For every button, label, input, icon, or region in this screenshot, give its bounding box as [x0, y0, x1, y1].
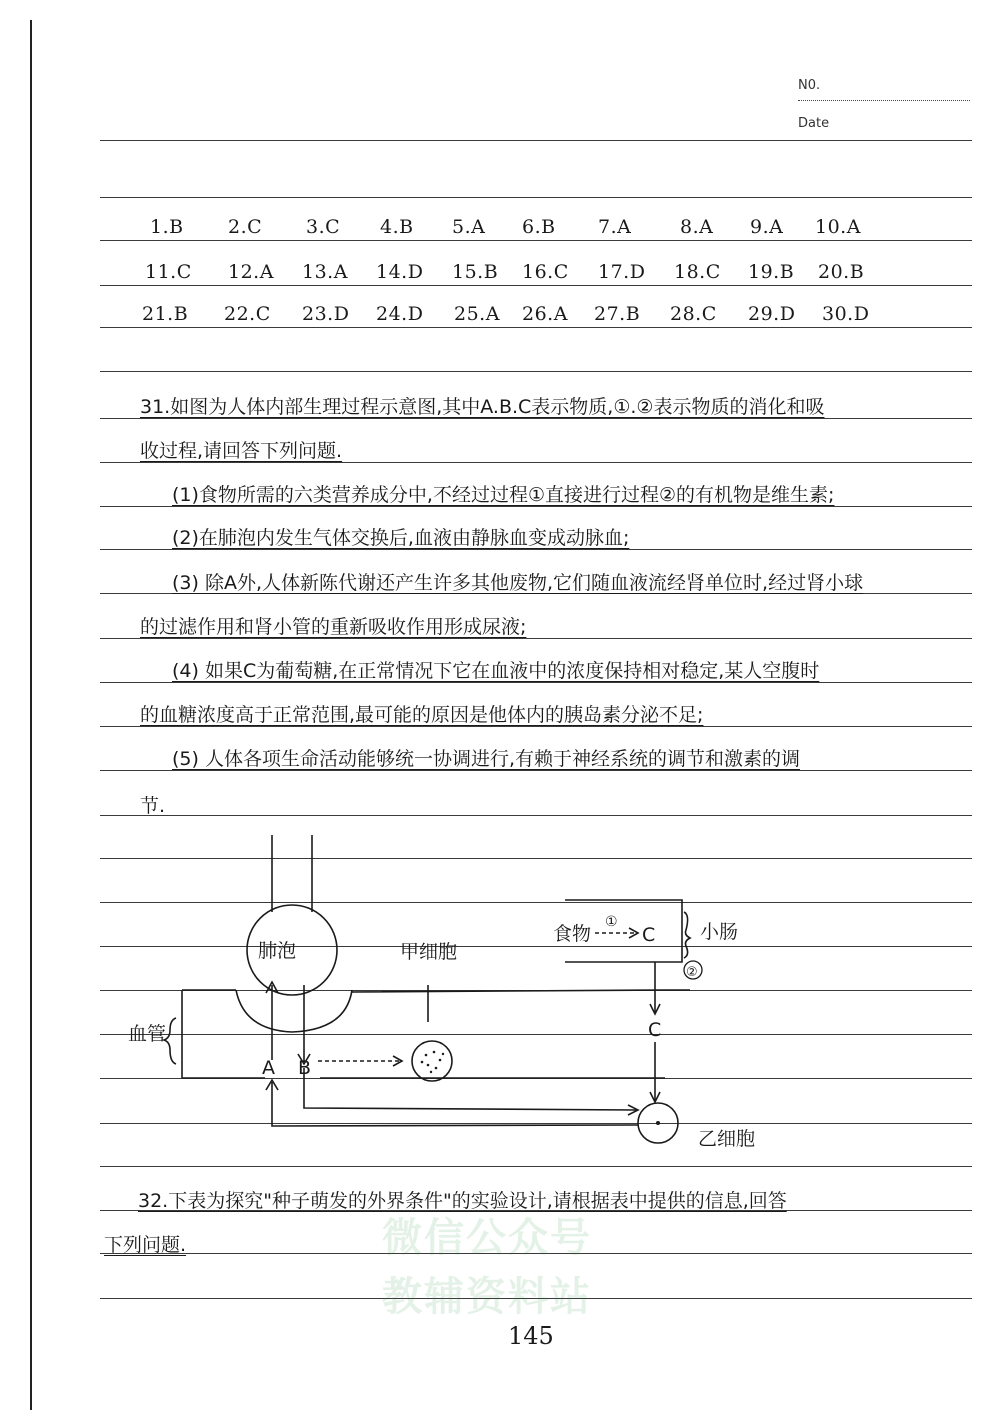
page-number: 145 — [508, 1322, 554, 1350]
q31-answer-3-line2: 的过滤作用和肾小管的重新吸收作用形成尿液; — [140, 616, 527, 638]
answer-item: 20.B — [818, 261, 865, 283]
substance-b-label: B — [298, 1057, 312, 1079]
answer-item: 5.A — [452, 216, 486, 238]
cell-b-nucleus — [656, 1121, 660, 1125]
answer-item: 1.B — [150, 216, 184, 238]
q31-answer-4-line2: 的血糖浓度高于正常范围,最可能的原因是他体内的胰岛素分泌不足; — [140, 704, 704, 726]
answer-item: 13.A — [302, 261, 348, 283]
answer-item: 30.D — [822, 303, 870, 325]
answer-item: 2.C — [228, 216, 263, 238]
alveolus-label: 肺泡 — [258, 940, 297, 962]
answer-item: 27.B — [594, 303, 641, 325]
q31-intro-line2: 收过程,请回答下列问题. — [140, 440, 343, 462]
q31-answer-1: (1)食物所需的六类营养成分中,不经过过程①直接进行过程②的有机物是维生素; — [172, 484, 835, 506]
answer-item: 19.B — [748, 261, 795, 283]
answer-item: 16.C — [522, 261, 569, 283]
answer-item: 26.A — [522, 303, 568, 325]
answer-item: 4.B — [380, 216, 414, 238]
answer-item: 18.C — [674, 261, 721, 283]
vessel-top-right — [352, 990, 690, 992]
a-from-cell-b-path — [272, 1082, 638, 1126]
step2-label: ② — [686, 965, 698, 980]
cell-a-circle — [412, 1041, 452, 1081]
answer-item: 21.B — [142, 303, 189, 325]
food-label: 食物 — [553, 923, 592, 945]
answer-item: 24.D — [376, 303, 424, 325]
q31-answer-4-line1: (4) 如果C为葡萄糖,在正常情况下它在血液中的浓度保持相对稳定,某人空腹时 — [172, 660, 820, 682]
q31-answer-5-line1: (5) 人体各项生命活动能够统一协调进行,有赖于神经系统的调节和激素的调 — [172, 748, 800, 770]
answer-item: 6.B — [522, 216, 556, 238]
watermark-line1: 微信公众号 — [382, 1215, 592, 1261]
date-label: Date — [798, 116, 830, 131]
q32-line1: 32.下表为探究"种子萌发的外界条件"的实验设计,请根据表中提供的信息,回答 — [138, 1190, 787, 1212]
no-label: N0. — [798, 78, 821, 93]
intestine-brace — [684, 912, 690, 958]
answer-item: 12.A — [228, 261, 274, 283]
cell-a-dots — [421, 1051, 444, 1074]
answer-item: 22.C — [224, 303, 271, 325]
answer-item: 28.C — [670, 303, 717, 325]
cell-a-label: 甲细胞 — [400, 941, 458, 963]
intestine-label: 小肠 — [700, 921, 739, 943]
answer-item: 17.D — [598, 261, 646, 283]
answer-item: 23.D — [302, 303, 350, 325]
q31-answer-2: (2)在肺泡内发生气体交换后,血液由静脉血变成动脉血; — [172, 527, 630, 549]
c-top-label: C — [642, 924, 656, 946]
answer-item: 10.A — [815, 216, 861, 238]
q31-answer-3-line1: (3) 除A外,人体新陈代谢还产生许多其他废物,它们随血液流经肾单位时,经过肾小球 — [172, 572, 864, 594]
cell-b-label: 乙细胞 — [698, 1128, 756, 1150]
watermark-line2: 教辅资料站 — [382, 1274, 592, 1320]
answer-item: 8.A — [680, 216, 714, 238]
q31-intro-line1: 31.如图为人体内部生理过程示意图,其中A.B.C表示物质,①.②表示物质的消化和吸 — [140, 396, 825, 418]
answer-item: 3.C — [306, 216, 341, 238]
capillary-curve — [236, 990, 352, 1032]
answer-item: 9.A — [750, 216, 784, 238]
b-to-cell-b-path — [304, 1068, 636, 1110]
q31-answer-5-line2: 节. — [140, 795, 166, 817]
c-mid-label: C — [648, 1019, 662, 1041]
answer-item: 15.B — [452, 261, 499, 283]
vessel-label: 血管 — [128, 1023, 167, 1045]
q32-line2: 下列问题. — [104, 1234, 187, 1256]
answer-item: 25.A — [454, 303, 500, 325]
substance-a-label: A — [262, 1057, 275, 1079]
answer-item: 29.D — [748, 303, 796, 325]
step1-label: ① — [605, 914, 618, 930]
answer-item: 11.C — [145, 261, 192, 283]
answer-item: 7.A — [598, 216, 632, 238]
answer-item: 14.D — [376, 261, 424, 283]
